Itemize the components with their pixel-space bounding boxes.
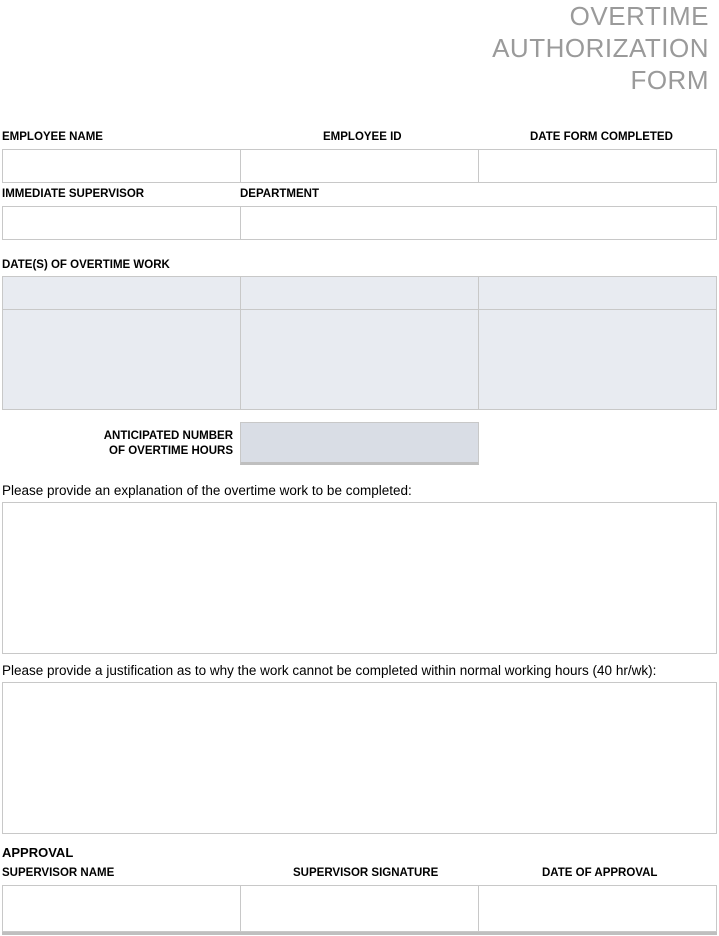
supervisor-department-row bbox=[2, 206, 717, 240]
overtime-date-field[interactable] bbox=[241, 376, 479, 410]
date-form-completed-field[interactable] bbox=[479, 150, 717, 183]
overtime-date-field[interactable] bbox=[479, 310, 717, 344]
supervisor-signature-field[interactable] bbox=[241, 886, 479, 932]
title-line-3: FORM bbox=[630, 65, 709, 95]
immediate-supervisor-field[interactable] bbox=[3, 207, 241, 240]
anticipated-hours-label-line-1: ANTICIPATED NUMBER bbox=[103, 430, 233, 442]
anticipated-hours-label bbox=[104, 429, 233, 459]
overtime-date-field[interactable] bbox=[3, 310, 241, 344]
overtime-date-field[interactable] bbox=[479, 343, 717, 377]
date-of-approval-field[interactable] bbox=[479, 886, 717, 932]
supervisor-name-field[interactable] bbox=[3, 886, 241, 932]
supervisor-signature-label: SUPERVISOR SIGNATURE bbox=[293, 867, 439, 879]
overtime-dates-row bbox=[2, 276, 717, 310]
explanation-textarea[interactable] bbox=[2, 502, 717, 654]
overtime-date-field[interactable] bbox=[3, 376, 241, 410]
overtime-date-field[interactable] bbox=[3, 277, 241, 310]
overtime-dates-row bbox=[2, 310, 717, 344]
employee-id-label: EMPLOYEE ID bbox=[323, 131, 402, 143]
department-field[interactable] bbox=[241, 207, 717, 240]
bottom-rule bbox=[2, 932, 717, 935]
justification-textarea[interactable] bbox=[2, 682, 717, 834]
anticipated-hours-field[interactable] bbox=[240, 422, 479, 465]
overtime-date-field[interactable] bbox=[241, 343, 479, 377]
form-title bbox=[492, 0, 709, 96]
anticipated-hours-label-line-2: OF OVERTIME HOURS bbox=[109, 445, 233, 457]
overtime-dates-row bbox=[2, 343, 717, 377]
employee-name-label: EMPLOYEE NAME bbox=[2, 131, 103, 143]
overtime-date-field[interactable] bbox=[479, 277, 717, 310]
overtime-dates-row bbox=[2, 376, 717, 410]
approval-row bbox=[2, 885, 717, 932]
employee-name-field[interactable] bbox=[3, 150, 241, 183]
justification-prompt: Please provide a justification as to why the work cannot be completed within normal working hours (40 hr/wk): bbox=[2, 663, 657, 678]
date-form-completed-label: DATE FORM COMPLETED bbox=[530, 131, 673, 143]
overtime-date-field[interactable] bbox=[479, 376, 717, 410]
overtime-dates-label: DATE(S) OF OVERTIME WORK bbox=[2, 259, 170, 271]
immediate-supervisor-label: IMMEDIATE SUPERVISOR bbox=[2, 188, 145, 200]
date-of-approval-label: DATE OF APPROVAL bbox=[542, 867, 658, 879]
overtime-date-field[interactable] bbox=[3, 343, 241, 377]
employee-id-field[interactable] bbox=[241, 150, 479, 183]
supervisor-name-label: SUPERVISOR NAME bbox=[2, 867, 115, 879]
explanation-prompt: Please provide an explanation of the overtime work to be completed: bbox=[2, 483, 412, 498]
title-line-2: AUTHORIZATION bbox=[492, 33, 709, 63]
department-label: DEPARTMENT bbox=[240, 188, 320, 200]
title-line-1: OVERTIME bbox=[569, 1, 709, 31]
overtime-date-field[interactable] bbox=[241, 277, 479, 310]
overtime-date-field[interactable] bbox=[241, 310, 479, 344]
approval-heading: APPROVAL bbox=[2, 845, 74, 860]
employee-info-row bbox=[2, 149, 717, 183]
